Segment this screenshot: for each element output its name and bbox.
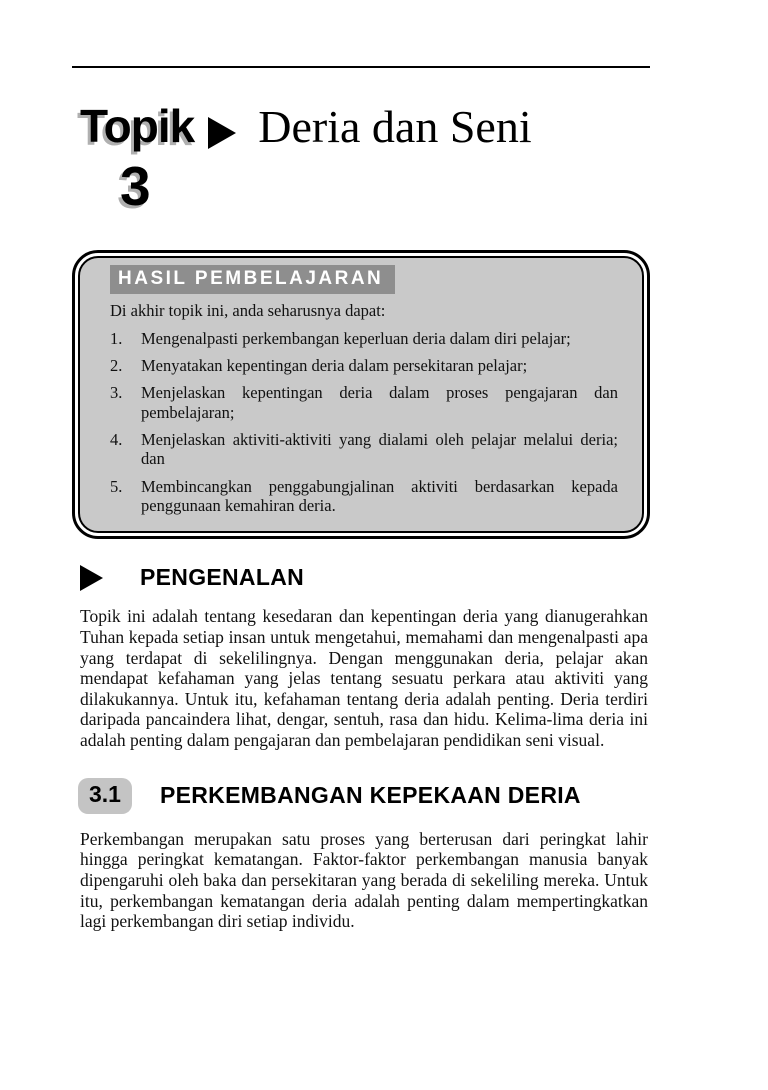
list-item-number: 1. bbox=[110, 328, 123, 348]
list-item-text: Menyatakan kepentingan deria dalam persekitaran pelajar; bbox=[141, 356, 528, 376]
list-item-number: 2. bbox=[110, 356, 123, 376]
outcomes-list bbox=[110, 329, 618, 515]
list-item-number: 5. bbox=[110, 476, 123, 496]
list-item-text: Menjelaskan kepentingan deria dalam proses pengajaran dan pembelajaran; bbox=[141, 383, 618, 422]
outcomes-header: HASIL PEMBELAJARAN bbox=[110, 265, 395, 294]
triangle-right-icon bbox=[208, 117, 236, 149]
paragraph-3-1: Perkembangan merupakan satu proses yang berterusan dari peringkat lahir hingga peringkat kematangan. Faktor-faktor perkembangan manusia banyak dipengaruhi oleh baka dan persekitaran yang berada di sekeliling mereka. Untuk itu, perkembangan kematangan deria adalah penting dalam mempertingkatkan lagi perkembangan diri setiap individu. bbox=[80, 828, 648, 932]
section-heading-label: PENGENALAN bbox=[140, 564, 305, 591]
list-item-text: Menjelaskan aktiviti-aktiviti yang dialami oleh pelajar melalui deria; dan bbox=[141, 430, 618, 469]
section-number-badge: 3.1 bbox=[78, 778, 132, 814]
section-heading-label: PERKEMBANGAN KEPEKAAN DERIA bbox=[159, 782, 581, 809]
list-item bbox=[110, 477, 618, 516]
list-item bbox=[110, 356, 618, 375]
topic-title-block bbox=[80, 102, 768, 216]
list-item-text: Membincangkan penggabungjalinan aktiviti berdasarkan kepada penggunaan kemahiran deria. bbox=[141, 476, 618, 515]
learning-outcomes-box-inner bbox=[78, 256, 644, 533]
learning-outcomes-box bbox=[72, 250, 650, 539]
topic-label: Topik bbox=[80, 100, 195, 152]
paragraph-pengenalan: Topik ini adalah tentang kesedaran dan kepentingan deria yang dianugerahkan Tuhan kepada setiap insan untuk mengetahui, memahami dan mengenalpasti apa yang terdapat di sekelilingnya. Dengan menggunakan deria, pelajar akan mendapat kefahaman yang jelas tentang sesuatu perkara atau aktiviti yang dilakukannya. Untuk itu, kefahaman tentang deria adalah penting. Deria terdiri daripada pancaindera lihat, dengar, sentuh, rasa dan hidu. Kelima-lima deria ini adalah penting dalam pengajaran dan pembelajaran pendidikan seni visual. bbox=[80, 606, 648, 751]
list-item bbox=[110, 383, 618, 422]
list-item bbox=[110, 329, 618, 348]
triangle-right-icon bbox=[80, 565, 103, 591]
top-rule bbox=[72, 66, 650, 68]
list-item-text: Mengenalpasti perkembangan keperluan deria dalam diri pelajar; bbox=[141, 328, 571, 348]
list-item-number: 4. bbox=[110, 430, 123, 450]
topic-label-group bbox=[80, 102, 194, 216]
list-item-number: 3. bbox=[110, 383, 123, 403]
section-heading-3-1 bbox=[78, 778, 768, 814]
section-heading-pengenalan bbox=[80, 564, 768, 591]
topic-title: Deria dan Seni bbox=[258, 101, 532, 152]
outcomes-intro: Di akhir topik ini, anda seharusnya dapat: bbox=[110, 301, 386, 321]
list-item bbox=[110, 430, 618, 469]
document-page bbox=[0, 66, 768, 932]
topic-number: 3 bbox=[120, 155, 151, 218]
